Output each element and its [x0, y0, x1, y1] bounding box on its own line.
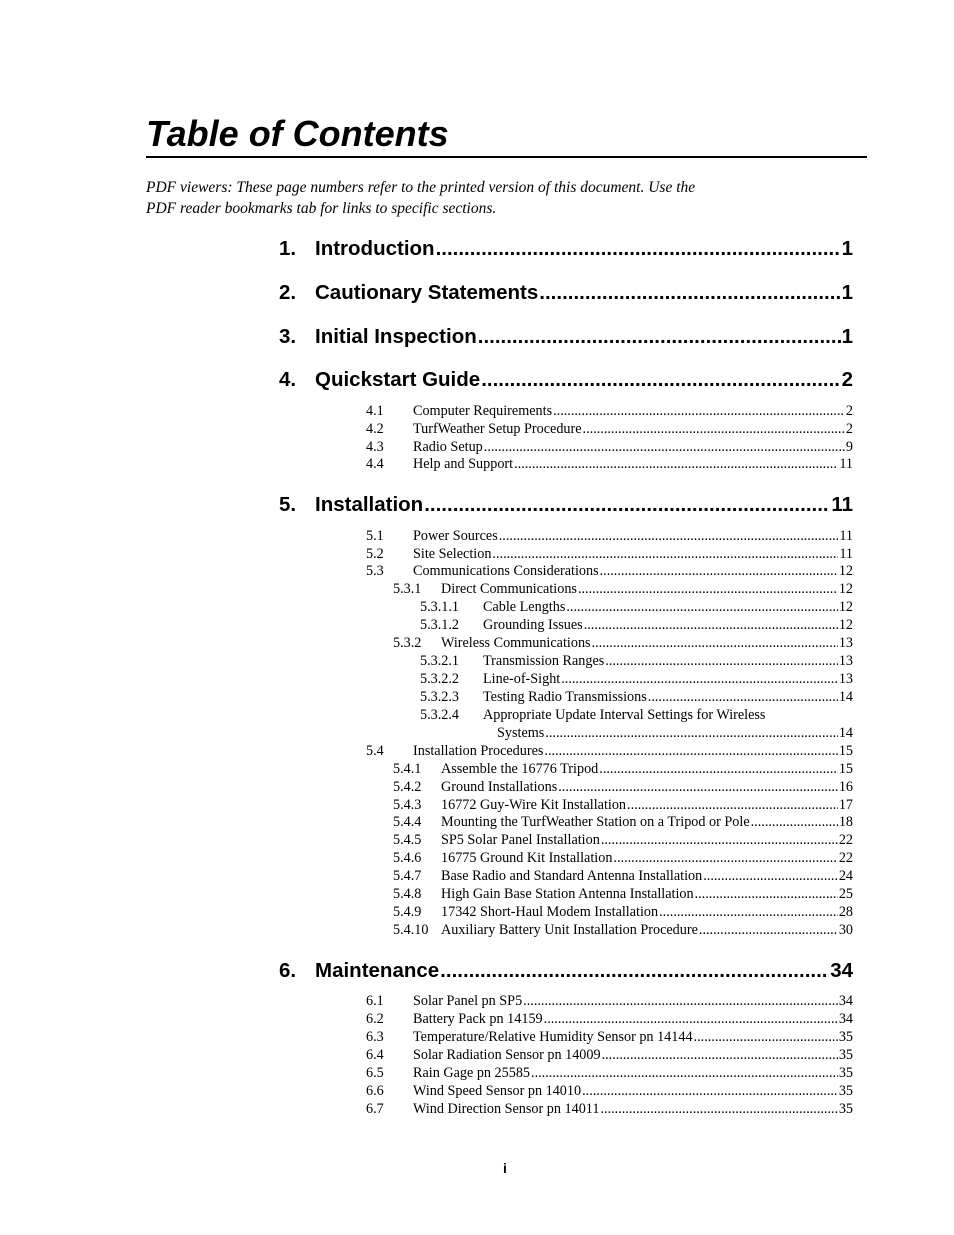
toc-label: High Gain Base Station Antenna Installation: [441, 886, 694, 902]
dot-leader: [584, 616, 838, 634]
toc-page: 34: [830, 959, 853, 982]
toc-label: Rain Gage pn 25585: [413, 1065, 531, 1081]
toc-label: Help and Support: [413, 456, 514, 472]
toc-chapter-3[interactable]: [279, 323, 853, 351]
toc-page: 2: [845, 403, 853, 419]
toc-chapter-2[interactable]: [279, 279, 853, 307]
toc-page: 35: [838, 1101, 853, 1117]
toc-chapter-6[interactable]: [279, 957, 853, 985]
dot-leader: [602, 1046, 838, 1064]
toc-chapter-5[interactable]: [279, 491, 853, 519]
toc-number: 5.4.8: [393, 886, 422, 902]
toc-entry-4-2[interactable]: [366, 420, 853, 438]
toc-number: 5.4.1: [393, 761, 422, 777]
toc-entry-4-3[interactable]: [366, 438, 853, 456]
toc-label: Cautionary Statements: [315, 281, 539, 304]
toc-number: 5.3.1: [393, 581, 422, 597]
title-rule: [146, 156, 867, 158]
dot-leader: [481, 366, 840, 394]
toc-label: SP5 Solar Panel Installation: [441, 832, 600, 848]
toc-page: 2: [845, 421, 853, 437]
toc-label: Ground Installations: [441, 779, 558, 795]
toc-number: 4.1: [366, 403, 384, 419]
dot-leader: [699, 921, 838, 939]
toc-number: 4.3: [366, 439, 384, 455]
toc-number: 1.: [279, 237, 297, 260]
toc-label: Installation: [315, 493, 424, 516]
toc-page: 18: [838, 814, 853, 830]
toc-number: 5.: [279, 493, 297, 516]
toc-label: Solar Radiation Sensor pn 14009: [413, 1047, 601, 1063]
toc-number: 5.4.6: [393, 850, 422, 866]
toc-number: 5.3.2.1: [420, 653, 460, 669]
toc-entry-5-4-1[interactable]: [393, 760, 853, 778]
toc-page: 2: [841, 368, 853, 391]
toc-number: 5.4: [366, 743, 384, 759]
dot-leader: [544, 1010, 838, 1028]
toc-page: 11: [839, 546, 853, 562]
toc-entry-5-3-1-1[interactable]: [420, 598, 853, 616]
toc-label: Direct Communications: [441, 581, 577, 597]
toc-page: 15: [838, 743, 853, 759]
dot-leader: [583, 420, 845, 438]
toc-label: Mounting the TurfWeather Station on a Tripod or Pole: [441, 814, 750, 830]
page-title: Table of Contents: [146, 113, 449, 154]
dot-leader: [601, 831, 838, 849]
page-number-footer: i: [503, 1160, 507, 1176]
toc-page: 35: [838, 1047, 853, 1063]
dot-leader: [695, 885, 838, 903]
dot-leader: [605, 652, 838, 670]
toc-label: Wind Speed Sensor pn 14010: [413, 1083, 582, 1099]
toc-number: 5.3.2.2: [420, 671, 460, 687]
dot-leader: [499, 527, 839, 545]
toc-label: TurfWeather Setup Procedure: [413, 421, 582, 437]
toc-page: 15: [838, 761, 853, 777]
toc-number: 6.: [279, 959, 297, 982]
toc-entry-4-4[interactable]: [366, 455, 853, 473]
toc-number: 5.4.2: [393, 779, 422, 795]
toc-number: 5.3.2.3: [420, 689, 460, 705]
toc-entry-5-2[interactable]: [366, 545, 853, 563]
toc-page: 1: [841, 325, 853, 348]
dot-leader: [600, 1100, 837, 1118]
toc-number: 5.3.1.2: [420, 617, 460, 633]
toc-page: 12: [838, 581, 853, 597]
toc-entry-5-3-2[interactable]: [393, 634, 853, 652]
toc-entry-6-3[interactable]: [366, 1028, 853, 1046]
toc-page: 12: [838, 617, 853, 633]
toc-number: 5.4.4: [393, 814, 422, 830]
toc-number: 6.1: [366, 993, 384, 1009]
toc-page: 11: [831, 493, 853, 516]
toc-label: 16772 Guy-Wire Kit Installation: [441, 797, 627, 813]
toc-number: 5.4.10: [393, 922, 429, 938]
toc-number: 6.2: [366, 1011, 384, 1027]
toc-page: 11: [839, 456, 853, 472]
toc-number: 6.3: [366, 1029, 384, 1045]
toc-entry-5-4-9[interactable]: [393, 903, 853, 921]
toc-label: Initial Inspection: [315, 325, 477, 348]
toc-label: 17342 Short-Haul Modem Installation: [441, 904, 659, 920]
dot-leader: [545, 724, 838, 742]
toc-label: Radio Setup: [413, 439, 483, 455]
toc-page: 17: [838, 797, 853, 813]
toc-number: 6.4: [366, 1047, 384, 1063]
note-line-2: PDF reader bookmarks tab for links to specific sections.: [146, 200, 497, 217]
toc-entry-5-4-3[interactable]: [393, 796, 853, 814]
dot-leader: [751, 813, 838, 831]
dot-leader: [566, 598, 837, 616]
toc-entry-6-4[interactable]: [366, 1046, 853, 1064]
toc-entry-5-4-4[interactable]: [393, 813, 853, 831]
toc-number: 6.7: [366, 1101, 384, 1117]
toc-page: 30: [838, 922, 853, 938]
toc-entry-6-7[interactable]: [366, 1100, 853, 1118]
toc-number: 6.6: [366, 1083, 384, 1099]
toc-page: 35: [838, 1029, 853, 1045]
toc-label: Line-of-Sight: [483, 671, 561, 687]
toc-page: 35: [838, 1065, 853, 1081]
toc-label: Quickstart Guide: [315, 368, 481, 391]
toc-page: 1: [841, 237, 853, 260]
toc-label: Site Selection: [413, 546, 492, 562]
toc-entry-4-1[interactable]: [366, 402, 853, 420]
toc-label: Transmission Ranges: [483, 653, 605, 669]
dot-leader: [424, 491, 830, 519]
toc-entry-5-3-2-4[interactable]: [420, 706, 853, 724]
toc-label: Appropriate Update Interval Settings for Wireless: [483, 707, 766, 723]
toc-entry-5-4-6[interactable]: [393, 849, 853, 867]
toc-label: Cable Lengths: [483, 599, 566, 615]
dot-leader: [558, 778, 838, 796]
toc-page: 34: [838, 993, 853, 1009]
toc-label: Testing Radio Transmissions: [483, 689, 647, 705]
toc-number: 2.: [279, 281, 297, 304]
toc-number: 5.1: [366, 528, 384, 544]
toc-entry-5-3[interactable]: [366, 562, 853, 580]
toc-number: 5.4.7: [393, 868, 422, 884]
toc-label: Base Radio and Standard Antenna Installation: [441, 868, 703, 884]
toc-label: 16775 Ground Kit Installation: [441, 850, 613, 866]
toc-label: Battery Pack pn 14159: [413, 1011, 543, 1027]
dot-leader: [514, 455, 838, 473]
toc-page: 11: [839, 528, 853, 544]
toc-label: Communications Considerations: [413, 563, 599, 579]
toc-number: 5.2: [366, 546, 384, 562]
dot-leader: [544, 742, 837, 760]
toc-number: 5.3.2.4: [420, 707, 460, 723]
toc-chapter-4[interactable]: [279, 366, 853, 394]
toc-number: 5.3.2: [393, 635, 422, 651]
note-line-1: PDF viewers: These page numbers refer to the printed version of this document. Use the: [146, 179, 696, 196]
toc-entry-5-4-5[interactable]: [393, 831, 853, 849]
toc-number: 5.4.5: [393, 832, 422, 848]
toc-page: 16: [838, 779, 853, 795]
dot-leader: [553, 402, 845, 420]
toc-label: Wind Direction Sensor pn 14011: [413, 1101, 600, 1117]
toc-label: Introduction: [315, 237, 435, 260]
dot-leader: [539, 279, 840, 307]
dot-leader: [694, 1028, 838, 1046]
toc-page: 35: [838, 1083, 853, 1099]
toc-number: 4.4: [366, 456, 384, 472]
toc-page: 13: [838, 635, 853, 651]
toc-label: Assemble the 16776 Tripod: [441, 761, 599, 777]
dot-leader: [531, 1064, 838, 1082]
toc-label: Maintenance: [315, 959, 440, 982]
toc-entry-6-6[interactable]: [366, 1082, 853, 1100]
toc-page: 24: [838, 868, 853, 884]
toc-number: 5.4.3: [393, 797, 422, 813]
toc-entry-5-1[interactable]: [366, 527, 853, 545]
toc-number: 5.3: [366, 563, 384, 579]
toc-page: 22: [838, 832, 853, 848]
toc-page: 13: [838, 653, 853, 669]
toc-number: 4.2: [366, 421, 384, 437]
toc-number: 5.4.9: [393, 904, 422, 920]
toc-page: 25: [838, 886, 853, 902]
dot-leader: [436, 235, 841, 263]
toc-page: 28: [838, 904, 853, 920]
dot-leader: [592, 634, 838, 652]
dot-leader: [582, 1082, 838, 1100]
toc-chapter-1[interactable]: [279, 235, 853, 263]
dot-leader: [627, 796, 838, 814]
toc-entry-5-3-1-2[interactable]: [420, 616, 853, 634]
toc-entry-5-4-7[interactable]: [393, 867, 853, 885]
toc-label-continued: Systems: [497, 725, 545, 741]
dot-leader: [492, 545, 838, 563]
toc-label: Computer Requirements: [413, 403, 553, 419]
toc-page: 14: [838, 689, 853, 705]
dot-leader: [578, 580, 838, 598]
toc-page: 34: [838, 1011, 853, 1027]
toc-entry-5-4-10[interactable]: [393, 921, 853, 939]
toc-page: 12: [838, 599, 853, 615]
toc-entry-5-4[interactable]: [366, 742, 853, 760]
toc-label: Auxiliary Battery Unit Installation Procedure: [441, 922, 698, 938]
toc-entry-6-1[interactable]: [366, 992, 853, 1010]
dot-leader: [478, 323, 841, 351]
toc-label: Power Sources: [413, 528, 498, 544]
toc-label: Installation Procedures: [413, 743, 544, 759]
toc-page: 12: [838, 563, 853, 579]
dot-leader: [484, 438, 845, 456]
dot-leader: [561, 670, 838, 688]
toc-page: 9: [845, 439, 853, 455]
toc-label: Solar Panel pn SP5: [413, 993, 523, 1009]
dot-leader: [599, 760, 838, 778]
toc-entry-5-3-2-2[interactable]: [420, 670, 853, 688]
dot-leader: [648, 688, 838, 706]
toc-page: 14: [838, 725, 853, 741]
dot-leader: [613, 849, 837, 867]
toc-entry-5-4-2[interactable]: [393, 778, 853, 796]
toc-page: 22: [838, 850, 853, 866]
dot-leader: [523, 992, 838, 1010]
toc-entry-5-3-1[interactable]: [393, 580, 853, 598]
toc-entry-6-2[interactable]: [366, 1010, 853, 1028]
dot-leader: [659, 903, 838, 921]
toc-number: 4.: [279, 368, 297, 391]
toc-entry-5-4-8[interactable]: [393, 885, 853, 903]
toc-label: Wireless Communications: [441, 635, 591, 651]
toc-page: 13: [838, 671, 853, 687]
toc-label: Grounding Issues: [483, 617, 583, 633]
toc-number: 6.5: [366, 1065, 384, 1081]
toc-entry-5-3-2-3[interactable]: [420, 688, 853, 706]
pdf-viewer-note: [146, 177, 846, 219]
toc-number: 5.3.1.1: [420, 599, 460, 615]
toc-entry-5-3-2-4-continued[interactable]: [497, 724, 853, 742]
toc-page: 1: [841, 281, 853, 304]
dot-leader: [703, 867, 838, 885]
dot-leader: [440, 957, 829, 985]
dot-leader: [600, 562, 838, 580]
toc-entry-6-5[interactable]: [366, 1064, 853, 1082]
toc-number: 3.: [279, 325, 297, 348]
toc-entry-5-3-2-1[interactable]: [420, 652, 853, 670]
toc-label: Temperature/Relative Humidity Sensor pn 14144: [413, 1029, 693, 1045]
